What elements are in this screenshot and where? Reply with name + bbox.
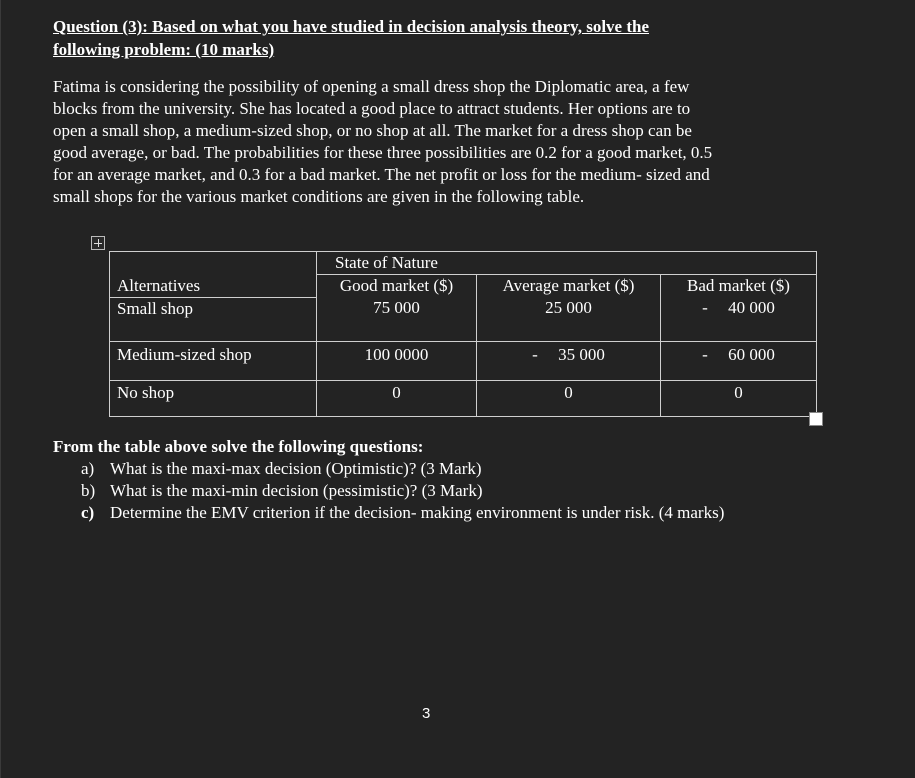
cell-text: Small shop <box>117 298 194 318</box>
header-label: Good market ($) <box>339 276 454 295</box>
bad-value <box>661 297 817 341</box>
header-average-market <box>477 275 661 298</box>
cell-text: 75 000 <box>373 298 420 317</box>
header-label: Average market ($) <box>502 276 635 295</box>
question-title <box>53 15 813 61</box>
list-marker: b) <box>81 481 96 500</box>
paragraph-line: for an average market, and 0.3 for a bad market. The net profit or loss for the medium- sized and <box>53 165 710 184</box>
alternative-name <box>110 341 317 380</box>
paragraph-line: open a small shop, a medium-sized shop, or no shop at all. The market for a dress shop can be <box>53 121 692 140</box>
cell-text: 25 000 <box>545 298 592 317</box>
cell-text: 0 <box>734 382 743 402</box>
paragraph-line: good average, or bad. The probabilities for these three possibilities are 0.2 for a good market, 0.5 <box>53 143 713 162</box>
table-resize-handle[interactable] <box>809 412 823 426</box>
list-item <box>81 458 801 480</box>
list-marker: a) <box>81 459 95 478</box>
problem-paragraph <box>53 76 813 208</box>
average-value <box>477 380 661 416</box>
paragraph-line: blocks from the university. She has located a good place to attract students. Her options are to <box>53 99 691 118</box>
cell-text: 35 000 <box>558 344 605 364</box>
instructions-lead: From the table above solve the following questions: <box>53 437 424 456</box>
header-label: Alternatives <box>117 275 201 295</box>
list-text: Determine the EMV criterion if the decision- making environment is under risk. (4 marks) <box>110 503 725 522</box>
list-text: What is the maxi-min decision (pessimistic)? (3 Mark) <box>110 481 483 500</box>
table-row <box>110 341 817 380</box>
alternative-name <box>110 297 317 341</box>
bad-value <box>661 341 817 380</box>
question-list <box>81 458 801 524</box>
page-number: 3 <box>422 705 431 722</box>
minus-sign: - <box>702 298 708 317</box>
question-title-line-2: following problem: (10 marks) <box>53 40 275 59</box>
good-value <box>317 380 477 416</box>
table-row <box>110 252 817 275</box>
average-value <box>477 297 661 341</box>
bad-value <box>661 380 817 416</box>
average-value <box>477 341 661 380</box>
cell-text: 60 000 <box>728 344 775 364</box>
table-row <box>110 380 817 416</box>
header-alternatives <box>110 275 317 298</box>
good-value <box>317 341 477 380</box>
minus-sign: - <box>532 344 538 364</box>
table-row <box>110 297 817 341</box>
state-of-nature-header <box>317 252 817 275</box>
list-text: What is the maxi-max decision (Optimistic)? (3 Mark) <box>110 459 482 478</box>
cell-text: 100 0000 <box>364 344 429 364</box>
paragraph-line: small shops for the various market conditions are given in the following table. <box>53 187 585 206</box>
list-item <box>81 480 801 502</box>
list-item <box>81 502 801 524</box>
alternative-name <box>110 380 317 416</box>
state-of-nature-label: State of Nature <box>335 253 438 272</box>
cell-text: No shop <box>117 382 175 402</box>
paragraph-line: Fatima is considering the possibility of opening a small dress shop the Diplomatic area, a few <box>53 77 690 96</box>
cell-text: Medium-sized shop <box>117 344 252 364</box>
list-marker: c) <box>81 503 95 522</box>
cell-text: 0 <box>392 382 401 402</box>
payoff-table <box>109 251 817 417</box>
cell-text: 40 000 <box>728 298 775 317</box>
question-title-line-1: Question (3): Based on what you have studied in decision analysis theory, solve the <box>53 17 650 36</box>
cell-text: 0 <box>564 382 573 402</box>
good-value <box>317 297 477 341</box>
header-bad-market <box>661 275 817 298</box>
table-cell-empty <box>110 252 317 275</box>
header-good-market <box>317 275 477 298</box>
minus-sign: - <box>702 344 708 364</box>
table-move-handle-icon[interactable] <box>91 236 105 250</box>
table-header-row <box>110 275 817 298</box>
header-label: Bad market ($) <box>687 276 790 295</box>
